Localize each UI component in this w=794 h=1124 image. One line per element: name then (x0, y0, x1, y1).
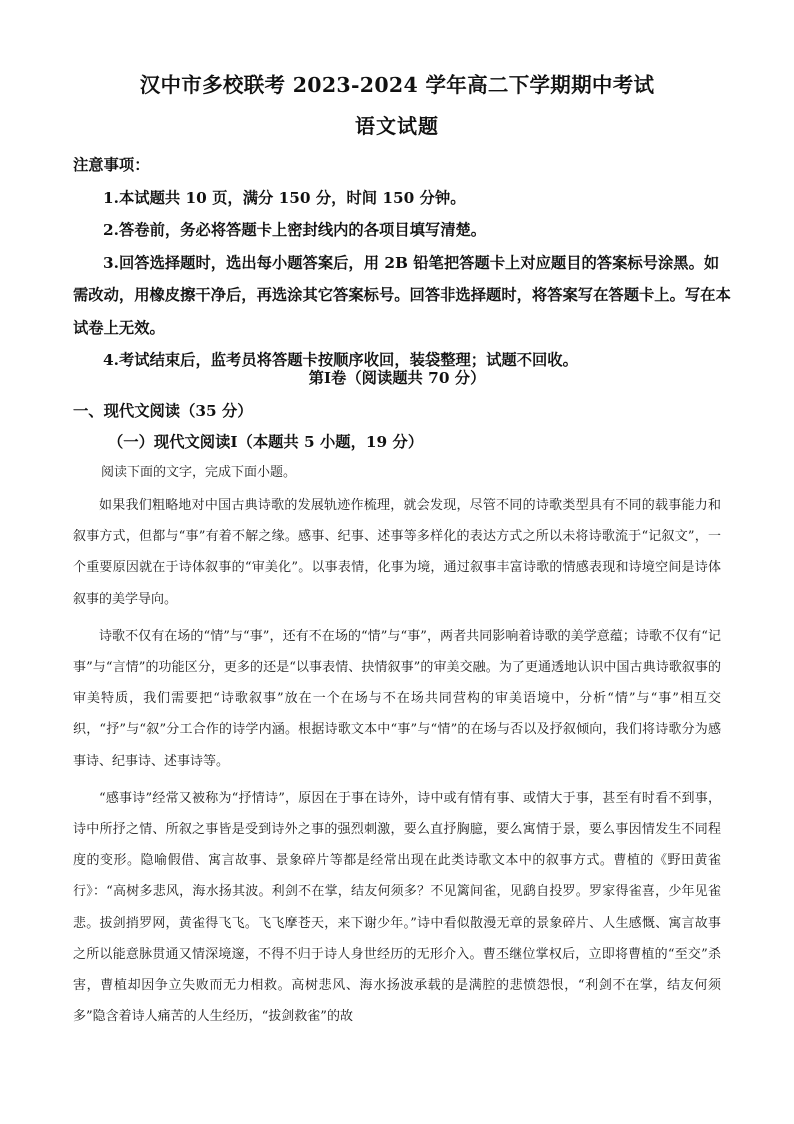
notice-item: 3.回答选择题时，选出每小题答案后，用 2B 铅笔把答题卡上对应题目的答案标号涂黑。如需改动，用橡皮擦干净后，再选涂其它答案标号。回答非选择题时，将答案写在答题卡上。写在本试卷上无效。 (73, 253, 731, 337)
notice-heading: 注意事项： (73, 156, 150, 174)
exam-title: 汉中市多校联考 2023-2024 学年高二下学期期中考试 (139, 73, 655, 97)
passage-paragraph: 如果我们粗略地对中国古典诗歌的发展轨迹作梳理，就会发现，尽管不同的诗歌类型具有不同的载事能力和叙事方式，但都与“事”有着不解之缘。感事、纪事、述事等多样化的表达方式之所以未将诗歌流于“记叙文”，一个重要原因就在于诗体叙事的“审美化”。以事表情，化事为境，通过叙事丰富诗歌的情感表现和诗境空间是诗体叙事的美学导向。 (73, 498, 721, 607)
notice-item: 2.答卷前，务必将答题卡上密封线内的各项目填写清楚。 (103, 221, 487, 239)
passage-paragraph: “感事诗”经常又被称为“抒情诗”，原因在于事在诗外，诗中或有情有事、或情大于事，甚至有时看不到事，诗中所抒之情、所叙之事皆是受到诗外之事的强烈刺激，要么直抒胸臆，要么寓情于景，要么事因情发生不同程度的变形。隐喻假借、寓言故事、景象碎片等都是经常出现在此类诗歌文本中的叙事方式。曹植的《野田黄雀行》：“高树多悲风，海水扬其波。利剑不在掌，结友何须多？不见篱间雀，见鹞自投罗。罗家得雀喜，少年见雀悲。拔剑捎罗网，黄雀得飞飞。飞飞摩苍天，来下谢少年。”诗中看似散漫无章的景象碎片、人生感慨、寓言故事之所以能意脉贯通又情深境邃，不得不归于诗人身世经历的无形介入。曹丕继位掌权后，立即将曹植的“至交”杀害，曹植却因争立失败而无力相救。高树悲风、海水扬波承载的是满腔的悲愤怨恨，“利剑不在掌，结友何须多”隐含着诗人痛苦的人生经历，“拔剑救雀”的故 (73, 790, 721, 1025)
reading-instruction: 阅读下面的文字，完成下面小题。 (101, 465, 297, 480)
subsection-heading: （一）现代文阅读Ⅰ（本题共 5 小题，19 分） (108, 433, 424, 451)
exam-subtitle: 语文试题 (355, 114, 439, 138)
section-heading: 一、现代文阅读（35 分） (73, 402, 253, 420)
part-title: 第Ⅰ卷（阅读题共 70 分） (308, 369, 486, 387)
reading-passage (73, 490, 721, 1038)
notice-item: 1.本试题共 10 页，满分 150 分，时间 150 分钟。 (103, 188, 466, 207)
passage-paragraph: 诗歌不仅有在场的“情”与“事”，还有不在场的“情”与“事”，两者共同影响着诗歌的美学意蕴；诗歌不仅有“记事”与“言情”的功能区分，更多的还是“以事表情、抉情叙事”的审美交融。为了更通透地认识中国古典诗歌叙事的审美特质，我们需要把“诗歌叙事”放在一个在场与不在场共同营构的审美语境中，分析“情”与“事”相互交织，“抒”与“叙”分工合作的诗学内涵。根据诗歌文本中“事”与“情”的在场与否以及抒叙倾向，我们将诗歌分为感事诗、纪事诗、述事诗等。 (73, 628, 721, 769)
notice-item: 4.考试结束后，监考员将答题卡按顺序收回，装袋整理；试题不回收。 (103, 351, 578, 369)
notice-section (73, 149, 733, 377)
